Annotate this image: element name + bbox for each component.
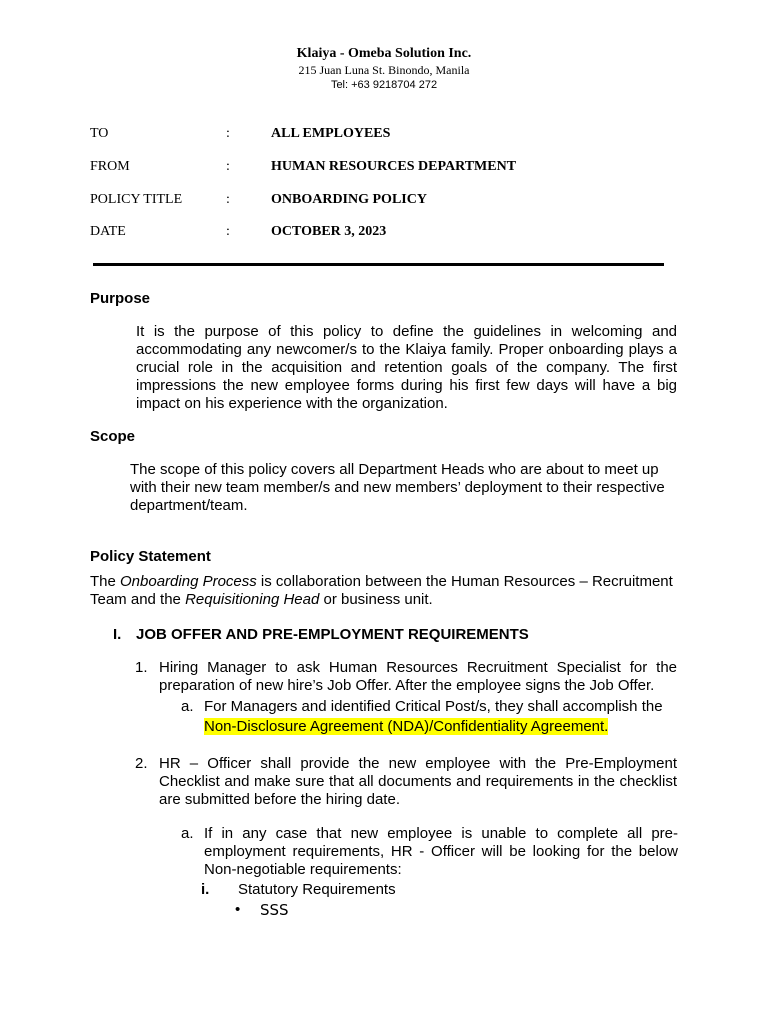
policy-heading: Policy Statement bbox=[90, 548, 211, 565]
list-letter: a. bbox=[181, 825, 194, 842]
memo-date-value: OCTOBER 3, 2023 bbox=[271, 224, 387, 239]
list-item-text: If in any case that new employee is unable to complete all pre-employment requirements, HR - Officer will be looking for the below Non-negotiable requirements: bbox=[204, 825, 678, 878]
memo-colon: : bbox=[226, 159, 230, 174]
memo-colon: : bbox=[226, 224, 230, 239]
list-item-text: Statutory Requirements bbox=[238, 881, 396, 898]
section-title: JOB OFFER AND PRE-EMPLOYMENT REQUIREMENTS bbox=[136, 626, 529, 643]
highlighted-text: Non-Disclosure Agreement (NDA)/Confidentiality Agreement. bbox=[204, 718, 609, 735]
list-item-text: For Managers and identified Critical Post/s, they shall accomplish the Non-Disclosure Agreement (NDA)/Confidentiality Agreement. bbox=[204, 698, 663, 735]
scope-heading: Scope bbox=[90, 428, 136, 445]
purpose-heading: Purpose bbox=[90, 290, 151, 307]
memo-from-value: HUMAN RESOURCES DEPARTMENT bbox=[271, 159, 517, 174]
list-item-text: Hiring Manager to ask Human Resources Recruitment Specialist for the preparation of new hire’s Job Offer. After the employee signs the Job Offer. bbox=[159, 659, 677, 694]
list-number: 1. bbox=[135, 659, 148, 676]
memo-date-label: DATE bbox=[90, 224, 126, 239]
bullet-icon: • bbox=[235, 901, 241, 918]
company-address: 215 Juan Luna St. Binondo, Manila bbox=[298, 63, 470, 77]
memo-title-label: POLICY TITLE bbox=[90, 192, 183, 207]
list-item-text: SSS bbox=[260, 901, 289, 919]
list-item-text: HR – Officer shall provide the new employee with the Pre-Employment Checklist and make sure that all documents and requirements in the checklist are submitted before the hiring date. bbox=[159, 755, 677, 808]
memo-colon: : bbox=[226, 126, 230, 141]
memo-title-value: ONBOARDING POLICY bbox=[271, 192, 427, 207]
memo-to-value: ALL EMPLOYEES bbox=[271, 126, 391, 141]
divider-rule bbox=[93, 263, 664, 266]
roman-number: i. bbox=[201, 881, 210, 898]
company-name: Klaiya - Omeba Solution Inc. bbox=[296, 46, 472, 61]
company-tel: Tel: +63 9218704 272 bbox=[330, 79, 438, 91]
scope-text: The scope of this policy covers all Department Heads who are about to meet up with their new team member/s and new members’ deployment to their respective department/team. bbox=[130, 461, 665, 514]
memo-from-label: FROM bbox=[90, 159, 130, 174]
section-number: I. bbox=[113, 626, 122, 643]
list-number: 2. bbox=[135, 755, 148, 772]
list-letter: a. bbox=[181, 698, 194, 715]
policy-intro: The Onboarding Process is collaboration between the Human Resources – Recruitment Team and the Requisitioning Head or business unit. bbox=[90, 573, 673, 608]
purpose-text: It is the purpose of this policy to define the guidelines in welcoming and accommodating any newcomer/s to the Klaiya family. Proper onboarding plays a crucial role in the acquisition and retention goals of the company. The first impressions the new employee forms during his first few days will have a big impact on his experience with the organization. bbox=[136, 323, 677, 412]
memo-to-label: TO bbox=[90, 126, 109, 141]
memo-colon: : bbox=[226, 192, 230, 207]
